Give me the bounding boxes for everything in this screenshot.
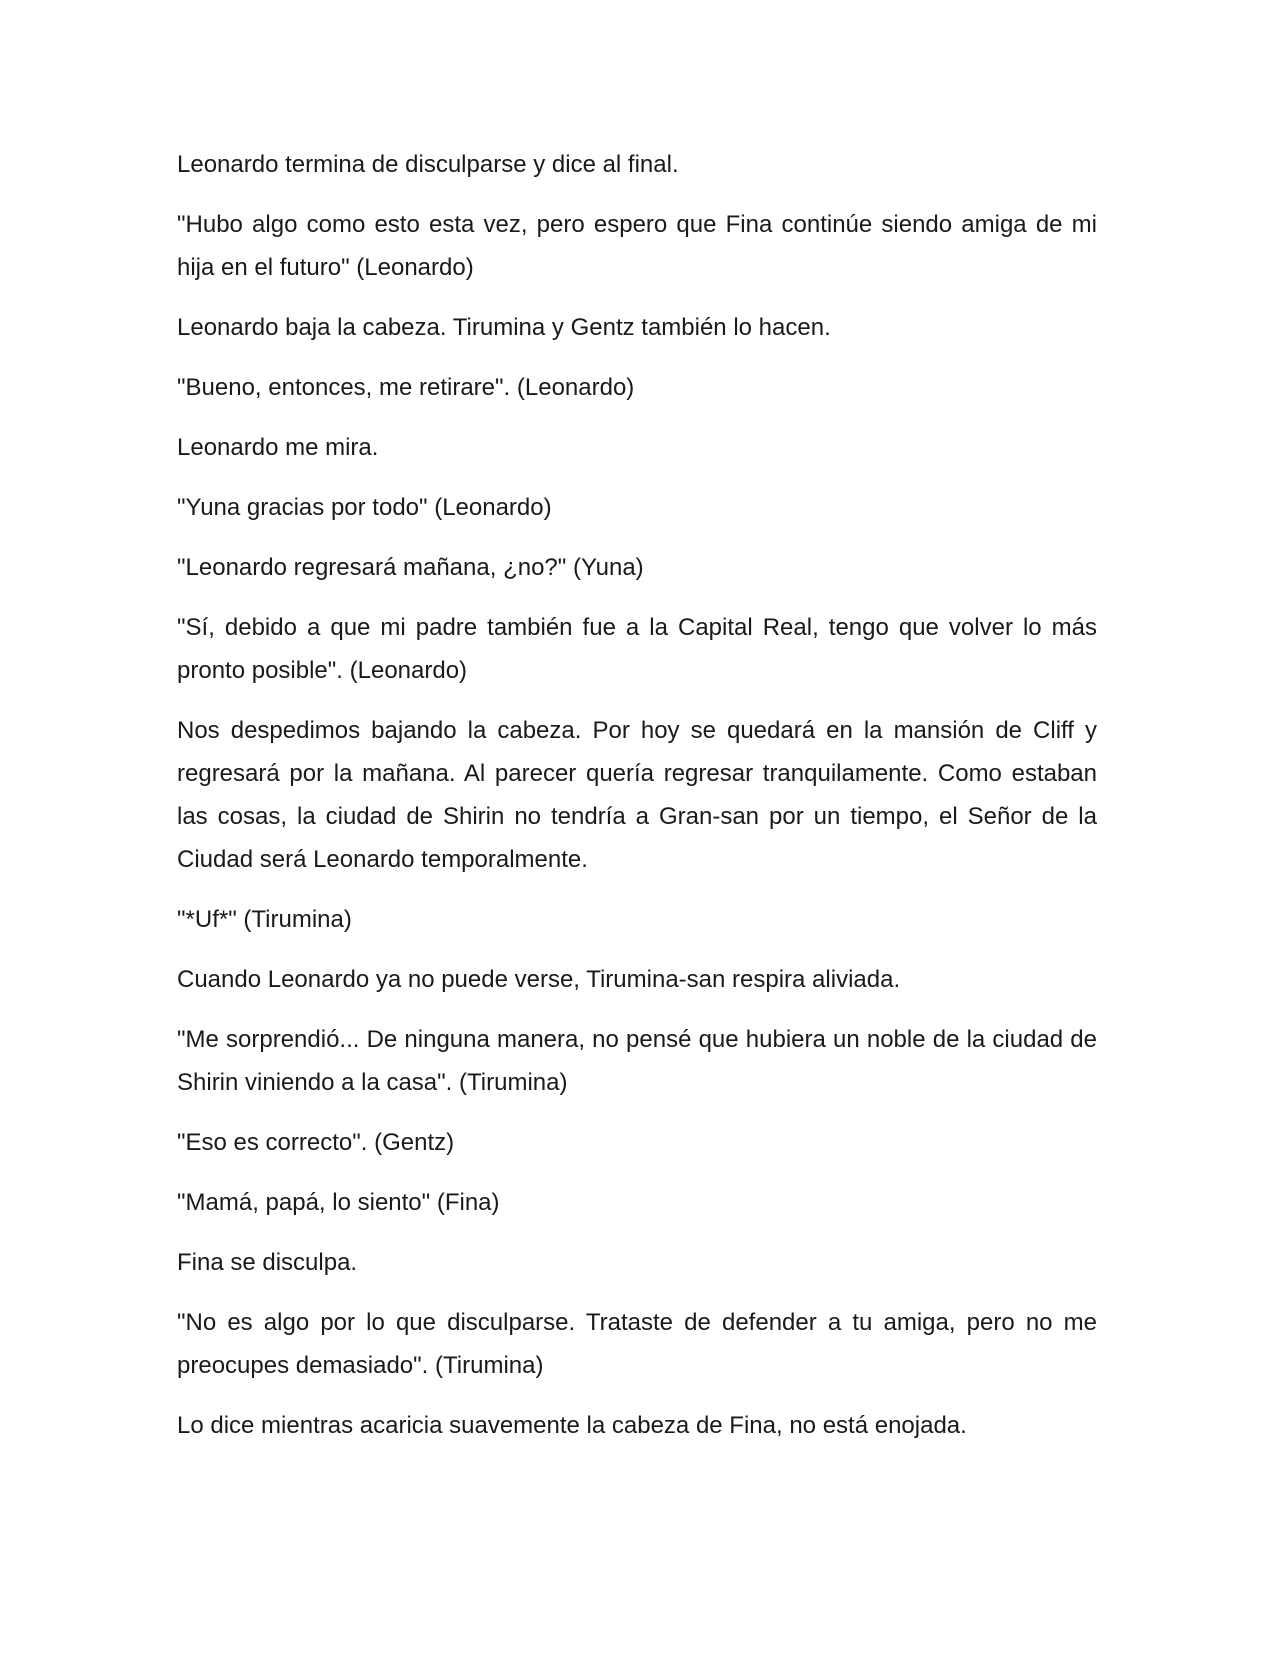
paragraph: "Mamá, papá, lo siento" (Fina) bbox=[177, 1189, 500, 1216]
paragraph: Leonardo me mira. bbox=[177, 434, 379, 461]
document-body bbox=[177, 143, 1097, 1447]
paragraph: "Leonardo regresará mañana, ¿no?" (Yuna) bbox=[177, 554, 644, 581]
paragraph: Fina se disculpa. bbox=[177, 1249, 358, 1276]
paragraph: Nos despedimos bajando la cabeza. Por hoy se quedará en la mansión de Cliff y regresará por la mañana. Al parecer quería regresar tranquilamente. Como estaban las cosas, la ciudad de Shirin no tendría a Gran-san por un tiempo, el Señor de la Ciudad será Leonardo temporalmente. bbox=[177, 717, 1097, 873]
paragraph: "Hubo algo como esto esta vez, pero espero que Fina continúe siendo amiga de mi hija en el futuro" (Leonardo) bbox=[177, 211, 1097, 281]
paragraph: "No es algo por lo que disculparse. Trataste de defender a tu amiga, pero no me preocupes demasiado". (Tirumina) bbox=[177, 1309, 1097, 1379]
paragraph: Lo dice mientras acaricia suavemente la cabeza de Fina, no está enojada. bbox=[177, 1412, 967, 1439]
paragraph: "Bueno, entonces, me retirare". (Leonardo) bbox=[177, 374, 635, 401]
paragraph: "Sí, debido a que mi padre también fue a la Capital Real, tengo que volver lo más pronto posible". (Leonardo) bbox=[177, 614, 1097, 684]
paragraph: Cuando Leonardo ya no puede verse, Tirumina-san respira aliviada. bbox=[177, 966, 901, 993]
paragraph: "Me sorprendió... De ninguna manera, no pensé que hubiera un noble de la ciudad de Shirin viniendo a la casa". (Tirumina) bbox=[177, 1026, 1097, 1096]
paragraph: "*Uf*" (Tirumina) bbox=[177, 906, 352, 933]
paragraph: Leonardo baja la cabeza. Tirumina y Gentz también lo hacen. bbox=[177, 314, 831, 341]
paragraph: Leonardo termina de disculparse y dice al final. bbox=[177, 151, 679, 178]
paragraph: "Yuna gracias por todo" (Leonardo) bbox=[177, 494, 552, 521]
paragraph: "Eso es correcto". (Gentz) bbox=[177, 1129, 455, 1156]
